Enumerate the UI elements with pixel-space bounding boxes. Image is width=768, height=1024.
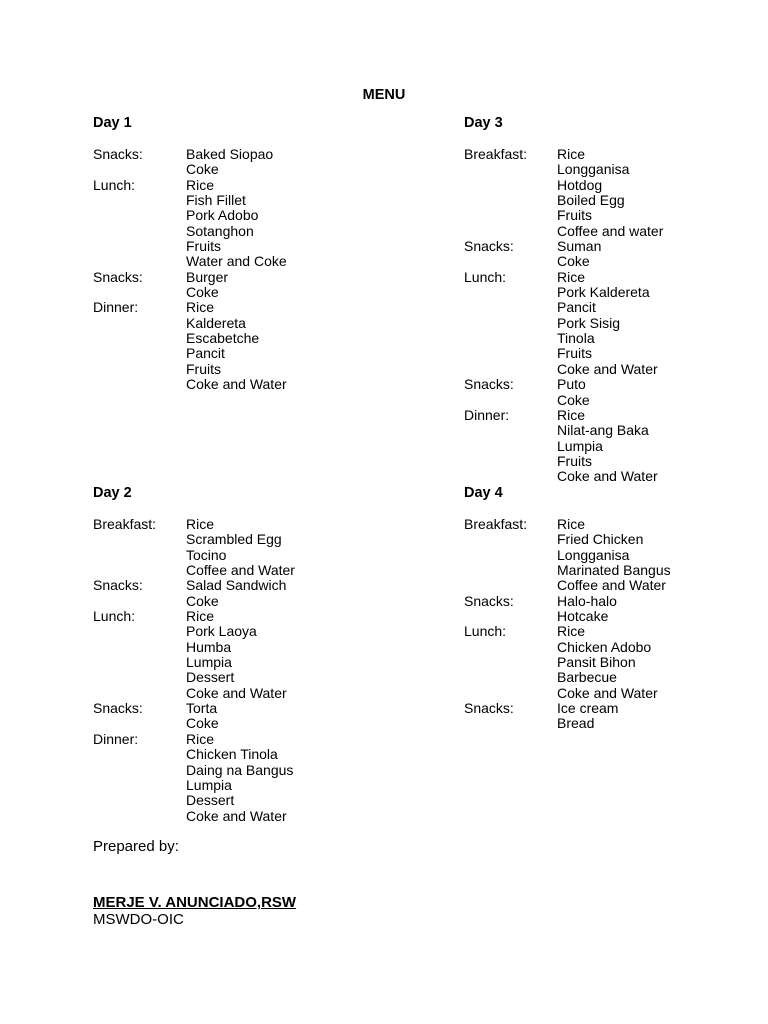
day-4-block [464, 485, 754, 732]
menu-item: Coke and Water [186, 807, 287, 824]
menu-item: Coke and Water [557, 684, 658, 701]
menu-item: Coke and Water [186, 376, 287, 393]
menu-item: Puto [557, 376, 586, 393]
menu-item: Lumpia [557, 437, 603, 454]
menu-item: Lumpia [186, 776, 232, 793]
page-title: MENU [362, 87, 406, 103]
menu-item: Fruits [557, 452, 592, 469]
menu-item: Coke [186, 592, 219, 609]
menu-item: Dessert [186, 792, 235, 809]
menu-item: Pancit [557, 299, 596, 316]
meal-label: Dinner: [93, 730, 139, 747]
menu-item: Coffee and Water [186, 562, 295, 579]
meal-items [186, 609, 393, 701]
menu-item: Rice [186, 176, 215, 193]
signer-name: MERJE V. ANUNCIADO,RSW [93, 894, 297, 911]
menu-item: Fruits [557, 345, 592, 362]
meal-label: Snacks: [464, 376, 514, 393]
menu-item: Torta [186, 700, 218, 717]
meal-row [464, 517, 754, 594]
menu-item: Barbecue [557, 669, 617, 686]
menu-item: Salad Sandwich [186, 577, 287, 594]
meal-row [464, 594, 754, 625]
menu-item: Escabetche [186, 330, 260, 347]
menu-item: Coke and Water [557, 468, 658, 485]
menu-item: Chicken Adobo [557, 638, 652, 655]
meal-row [464, 147, 754, 239]
meal-label: Snacks: [464, 592, 514, 609]
day-heading: Day 1 [93, 115, 132, 131]
meal-row [464, 270, 754, 377]
menu-item: Hotcake [557, 608, 609, 625]
menu-item: Longganisa [557, 546, 630, 563]
meal-label: Lunch: [93, 608, 136, 625]
meal-items [557, 270, 754, 377]
meal-label: Snacks: [93, 146, 143, 162]
meal-row [464, 624, 754, 701]
meal-row [464, 239, 754, 270]
menu-item: Rice [557, 516, 586, 532]
menu-item: Sotanghon [186, 222, 254, 239]
meal-list [464, 517, 754, 732]
signer-position: MSWDO-OIC [93, 911, 184, 928]
menu-item: Hotdog [557, 176, 603, 193]
menu-item: Ice cream [557, 700, 619, 717]
meal-list [464, 147, 754, 485]
meal-row [464, 408, 754, 485]
meal-label: Lunch: [464, 623, 507, 640]
meal-row [93, 609, 393, 701]
menu-item: Rice [186, 516, 215, 532]
menu-item: Rice [186, 299, 215, 316]
menu-item: Tocino [186, 546, 227, 563]
meal-label: Snacks: [464, 238, 514, 255]
meal-list [93, 147, 393, 393]
meal-row [93, 270, 393, 301]
menu-item: Rice [186, 608, 215, 625]
meal-label: Breakfast: [464, 146, 528, 162]
menu-item: Fried Chicken [557, 531, 644, 548]
menu-item: Coke [186, 715, 219, 732]
menu-item: Burger [186, 268, 229, 285]
menu-item: Bread [557, 715, 595, 732]
prepared-by-label: Prepared by: [93, 838, 179, 855]
meal-row [93, 517, 393, 578]
menu-item: Tinola [557, 330, 595, 347]
menu-item: Coffee and Water [557, 577, 666, 594]
meal-list [93, 517, 393, 824]
menu-item: Coke [186, 284, 219, 301]
day-1-block [93, 115, 393, 393]
meal-items [186, 178, 393, 270]
menu-item: Pansit Bihon [557, 654, 636, 671]
menu-item: Pancit [186, 345, 225, 362]
day-3-block [464, 115, 754, 485]
meal-items [186, 517, 393, 578]
menu-item: Dessert [186, 669, 235, 686]
menu-item: Pork Laoya [186, 623, 257, 640]
menu-item: Fruits [186, 360, 221, 377]
meal-label: Snacks: [93, 577, 143, 594]
menu-item: Coke [557, 391, 590, 408]
menu-item: Coke [186, 161, 219, 178]
meal-row [93, 300, 393, 392]
meal-label: Dinner: [464, 406, 510, 423]
meal-items [186, 732, 393, 824]
meal-items [557, 147, 754, 239]
meal-row [93, 701, 393, 732]
menu-item: Rice [557, 268, 586, 285]
meal-row [93, 578, 393, 609]
meal-label: Snacks: [93, 268, 143, 285]
meal-label: Breakfast: [93, 516, 157, 532]
meal-row [464, 377, 754, 408]
menu-item: Suman [557, 238, 602, 255]
meal-label: Dinner: [93, 299, 139, 316]
meal-items [557, 408, 754, 485]
menu-item: Rice [186, 730, 215, 747]
menu-item: Fruits [557, 207, 592, 224]
menu-item: Pork Sisig [557, 314, 621, 331]
meal-items [186, 270, 393, 301]
menu-item: Rice [557, 406, 586, 423]
meal-row [93, 178, 393, 270]
meal-items [186, 300, 393, 392]
menu-item: Boiled Egg [557, 192, 625, 209]
menu-item: Coke [557, 253, 590, 270]
menu-item: Fish Fillet [186, 192, 246, 209]
meal-items [557, 701, 754, 732]
menu-item: Pork Adobo [186, 207, 259, 224]
menu-item: Coke and Water [186, 684, 287, 701]
menu-item: Daing na Bangus [186, 761, 294, 778]
meal-items [186, 147, 393, 178]
menu-item: Water and Coke [186, 253, 287, 270]
meal-row [93, 732, 393, 824]
meal-items [557, 517, 754, 594]
menu-item: Coke and Water [557, 360, 658, 377]
meal-label: Breakfast: [464, 516, 528, 532]
meal-items [186, 578, 393, 609]
day-2-block [93, 485, 393, 824]
menu-item: Humba [186, 638, 232, 655]
menu-item: Lumpia [186, 654, 232, 671]
menu-item: Pork Kaldereta [557, 284, 650, 301]
meal-row [464, 701, 754, 732]
menu-item: Longganisa [557, 161, 630, 178]
menu-item: Baked Siopao [186, 146, 274, 162]
meal-items [557, 594, 754, 625]
menu-item: Coffee and water [557, 222, 664, 239]
menu-item: Rice [557, 623, 586, 640]
meal-items [186, 701, 393, 732]
meal-label: Lunch: [93, 176, 136, 193]
menu-item: Nilat-ang Baka [557, 422, 649, 439]
day-heading: Day 2 [93, 485, 132, 501]
meal-label: Snacks: [464, 700, 514, 717]
menu-item: Scrambled Egg [186, 531, 282, 548]
meal-items [557, 624, 754, 701]
meal-row [93, 147, 393, 178]
meal-label: Lunch: [464, 268, 507, 285]
menu-item: Marinated Bangus [557, 562, 671, 579]
menu-item: Rice [557, 146, 586, 162]
meal-items [557, 377, 754, 408]
day-heading: Day 4 [464, 485, 503, 501]
meal-items [557, 239, 754, 270]
menu-item: Chicken Tinola [186, 746, 278, 763]
meal-label: Snacks: [93, 700, 143, 717]
day-heading: Day 3 [464, 115, 503, 131]
menu-item: Halo-halo [557, 592, 617, 609]
menu-item: Fruits [186, 238, 221, 255]
menu-item: Kaldereta [186, 314, 246, 331]
